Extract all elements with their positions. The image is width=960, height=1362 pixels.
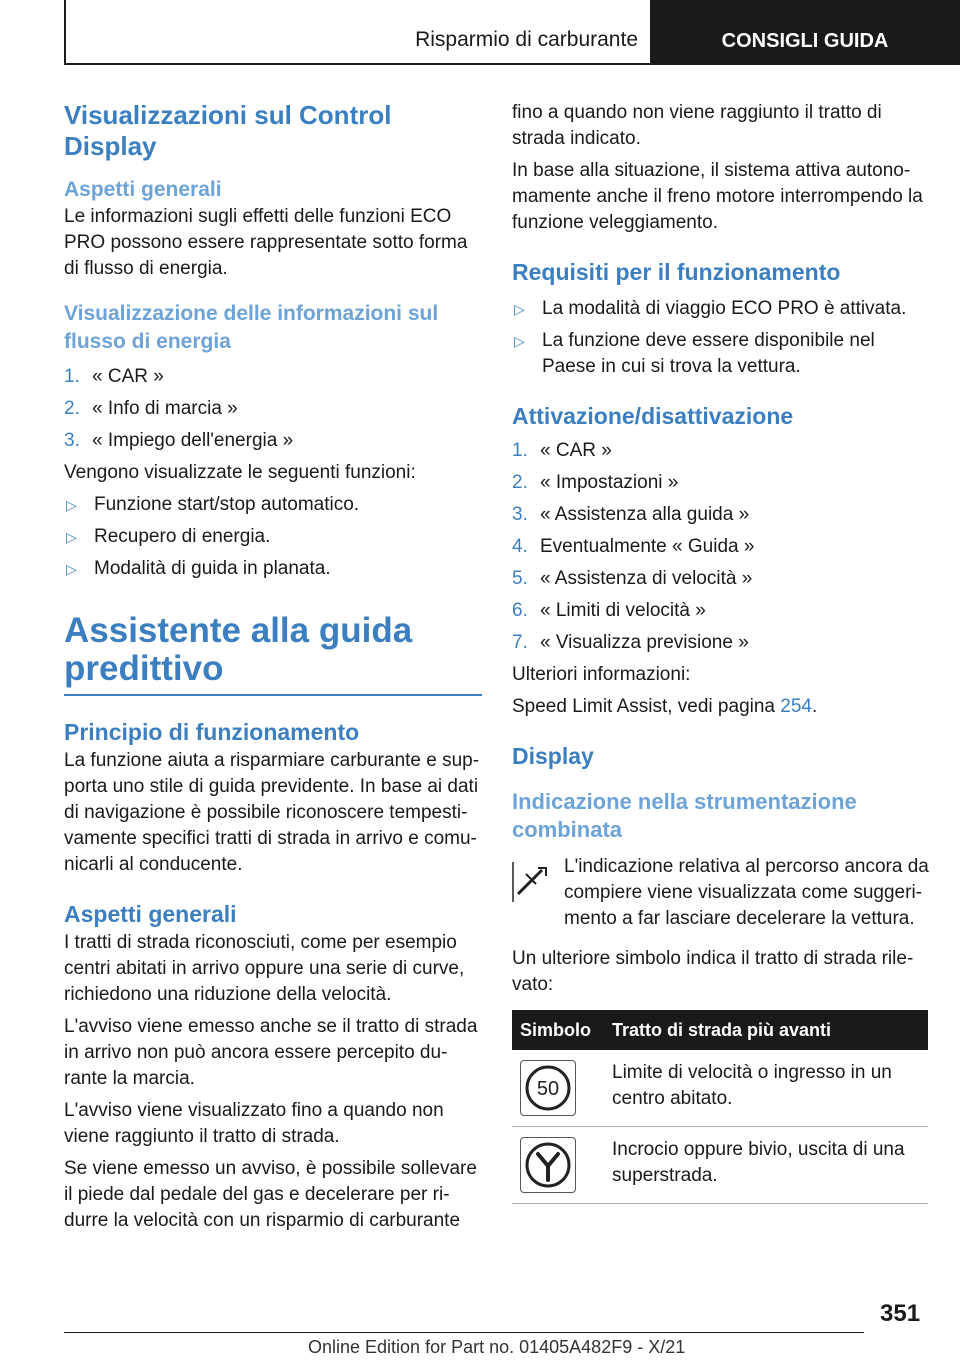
step-text: « Impiego dell'energia » — [92, 430, 294, 451]
list-item — [64, 396, 482, 422]
ref-text: Speed Limit Assist, vedi pagina — [512, 696, 781, 717]
energy-steps-list — [64, 364, 482, 454]
list-item — [512, 502, 930, 528]
step-number: 5. — [512, 568, 528, 589]
list-item — [512, 470, 930, 496]
triangle-bullet-icon: ▷ — [514, 333, 525, 349]
triangle-bullet-icon: ▷ — [66, 561, 77, 577]
list-item — [64, 492, 482, 518]
list-item — [512, 566, 930, 592]
junction-sign-icon — [520, 1137, 576, 1193]
step-number: 3. — [64, 430, 80, 451]
para-general-2c: L'avviso viene visualizzato fino a quando non viene raggiunto il tratto di strada. — [64, 1100, 444, 1147]
section-rule — [64, 694, 482, 696]
triangle-bullet-icon: ▷ — [66, 497, 77, 513]
page-header — [64, 0, 960, 66]
list-item — [64, 364, 482, 390]
bullet-text: Modalità di guida in planata. — [94, 558, 331, 579]
step-text: « Info di marcia » — [92, 398, 238, 419]
list-item — [512, 534, 930, 560]
triangle-bullet-icon: ▷ — [514, 301, 525, 317]
step-text: « Limiti di velocità » — [540, 600, 706, 621]
symbol-cell — [512, 1050, 604, 1127]
para-principle: La funzione aiuta a risparmiare carburante e sup-porta uno stile di guida previdente. In base ai dati di navigazione è possibile riconoscere tempesti-vamente specifici tratti di strada in arrivo e comu-nicarli al conducente. — [64, 750, 480, 875]
step-text: « CAR » — [92, 366, 164, 387]
step-text: « Impostazioni » — [540, 472, 679, 493]
list-item — [512, 598, 930, 624]
heading-display: Display — [512, 743, 594, 769]
heading-control-display: Visualizzazioni sul Control Display — [64, 100, 392, 161]
heading-general-1: Aspetti generali — [64, 178, 222, 201]
para-general-2a: I tratti di strada riconosciuti, come per esempio centri abitati in arrivo oppure una serie di curve, richiedono una riduzione della velocità. — [64, 932, 465, 1005]
symbol-table — [512, 1010, 928, 1204]
chapter-tab: CONSIGLI GUIDA — [650, 0, 960, 65]
step-number: 2. — [64, 398, 80, 419]
section-title-predictive-assistant: Assistente alla guida predittivo — [64, 611, 413, 688]
step-number: 1. — [64, 366, 80, 387]
header-bottom-rule — [64, 63, 650, 65]
para-general-1: Le informazioni sugli effetti delle funzioni ECO PRO possono essere rappresentate sotto forma di flusso di energia. — [64, 206, 468, 279]
col-header-description: Tratto di strada più avanti — [604, 1010, 928, 1050]
bullet-text: La funzione deve essere disponibile nel Paese in cui si trova la vettura. — [542, 330, 875, 377]
symbol-cell — [512, 1127, 604, 1204]
bullet-text: La modalità di viaggio ECO PRO è attivata. — [542, 298, 907, 319]
table-header-row — [512, 1010, 928, 1050]
para-general-2b: L'avviso viene emesso anche se il tratto di strada in arrivo non può ancora essere percepito du-rante la marcia. — [64, 1016, 478, 1089]
para-symbol-intro: Un ulteriore simbolo indica il tratto di strada rile-vato: — [512, 948, 914, 995]
section-title: Risparmio di carburante — [415, 28, 638, 51]
right-column — [512, 100, 930, 1204]
para-speed-limit-ref — [512, 694, 930, 720]
heading-requirements: Requisiti per il funzionamento — [512, 259, 841, 285]
para-engine-brake: In base alla situazione, il sistema attiva autono-mamente anche il freno motore interrompendo la funzione veleggiamento. — [512, 160, 923, 233]
step-number: 2. — [512, 472, 528, 493]
road-ahead-icon — [512, 860, 552, 904]
step-number: 4. — [512, 536, 528, 557]
heading-general-2: Aspetti generali — [64, 901, 237, 927]
description-cell: Incrocio oppure bivio, uscita di una superstrada. — [604, 1127, 928, 1204]
triangle-bullet-icon: ▷ — [66, 529, 77, 545]
header-left-rule — [64, 0, 66, 64]
list-item — [512, 296, 930, 322]
list-item — [512, 328, 930, 380]
description-cell: Limite di velocità o ingresso in un centro abitato. — [604, 1050, 928, 1127]
page-link[interactable]: 254 — [780, 696, 812, 717]
heading-energy-flow: Visualizzazione delle informazioni sul flusso di energia — [64, 302, 439, 353]
heading-activation: Attivazione/disattivazione — [512, 403, 794, 429]
activation-steps-list — [512, 438, 930, 656]
step-number: 7. — [512, 632, 528, 653]
heading-cluster: Indicazione nella strumentazione combinata — [512, 789, 857, 842]
para-continuation: fino a quando non viene raggiunto il tratto di strada indicato. — [512, 102, 882, 149]
step-text: Eventualmente « Guida » — [540, 536, 755, 557]
table-row — [512, 1050, 928, 1127]
step-text: « Visualizza previsione » — [540, 632, 749, 653]
speed-limit-sign-icon — [520, 1060, 576, 1116]
para-functions: Vengono visualizzate le seguenti funzioni: — [64, 462, 416, 483]
step-text: « CAR » — [540, 440, 612, 461]
footer-rule — [64, 1332, 864, 1333]
step-number: 3. — [512, 504, 528, 525]
para-more-info: Ulteriori informazioni: — [512, 664, 691, 685]
page-number: 351 — [880, 1300, 921, 1327]
heading-principle: Principio di funzionamento — [64, 719, 360, 745]
list-item — [64, 428, 482, 454]
list-item — [512, 438, 930, 464]
step-text: « Assistenza di velocità » — [540, 568, 753, 589]
cluster-text: L'indicazione relativa al percorso ancora da compiere viene visualizzata come suggeri-mento a far lasciare decelerare la vettura. — [564, 856, 929, 929]
step-number: 6. — [512, 600, 528, 621]
speed-limit-value: 50 — [536, 1078, 560, 1100]
bullet-text: Recupero di energia. — [94, 526, 271, 547]
bullet-text: Funzione start/stop automatico. — [94, 494, 360, 515]
functions-bullet-list — [64, 492, 482, 582]
ref-suffix: . — [811, 696, 818, 717]
footer-edition: Online Edition for Part no. 01405A482F9 - X/21 — [308, 1337, 686, 1357]
step-text: « Assistenza alla guida » — [540, 504, 750, 525]
requirements-list — [512, 296, 930, 380]
list-item — [64, 556, 482, 582]
left-column — [64, 100, 482, 1234]
col-header-symbol: Simbolo — [512, 1010, 604, 1050]
para-cluster — [512, 854, 930, 932]
para-general-2d: Se viene emesso un avviso, è possibile sollevare il piede dal pedale del gas e decelerare per ri-durre la velocità con un risparmio di carburante — [64, 1158, 477, 1231]
list-item — [512, 630, 930, 656]
step-number: 1. — [512, 440, 528, 461]
list-item — [64, 524, 482, 550]
table-row — [512, 1127, 928, 1204]
